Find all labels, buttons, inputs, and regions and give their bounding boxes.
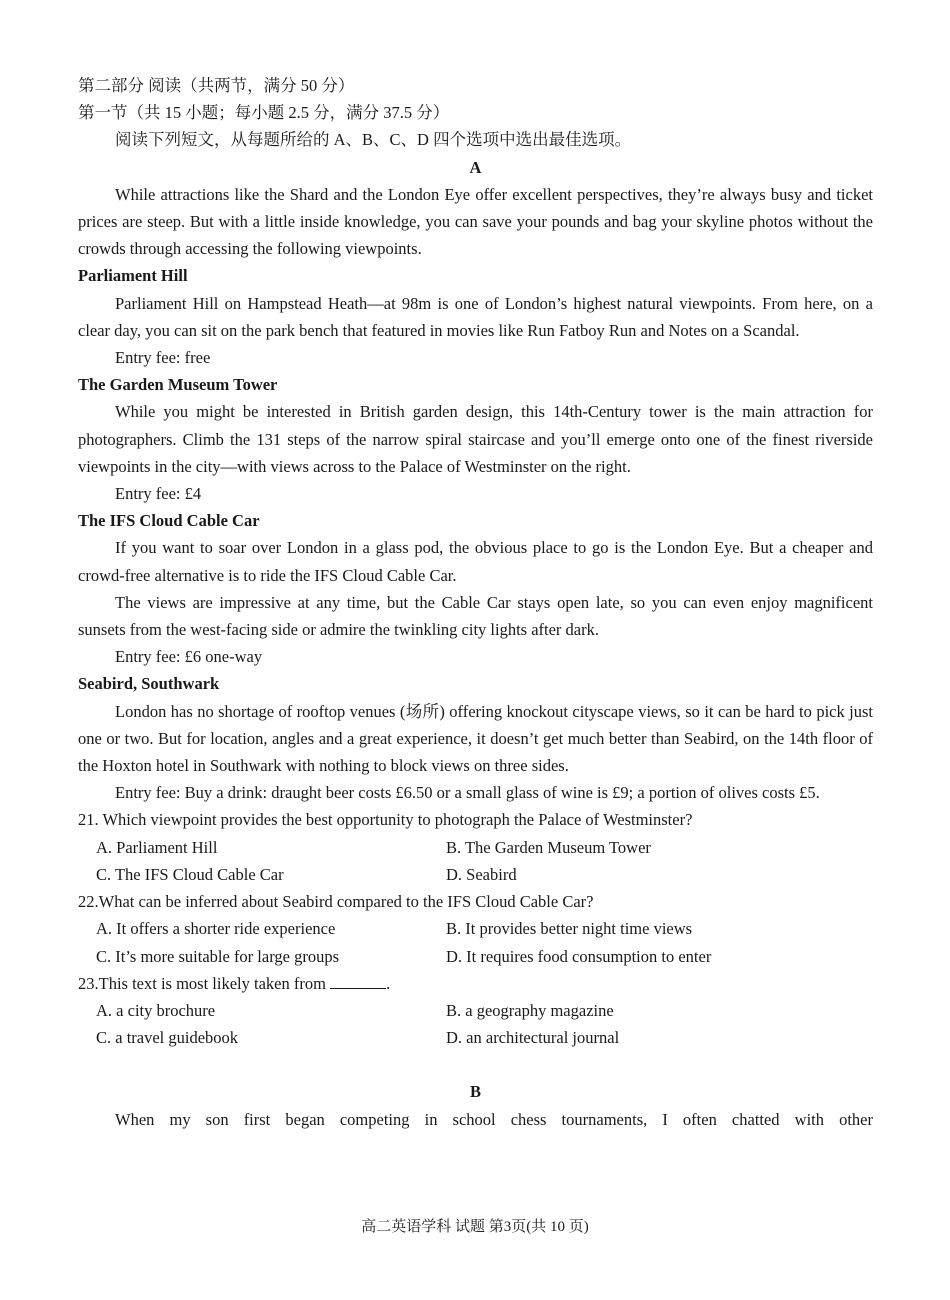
section-paragraph: London has no shortage of rooftop venues (场所) offering knockout cityscape views, so it can be hard to pick just one or two. But for location, angles and a great experience, it doesn’t get much better than Seabird, on the 14th floor of the Hoxton hotel in Southwark with nothing to block views on three sides.	[78, 701, 873, 776]
option-c[interactable]: C. The IFS Cloud Cable Car	[96, 864, 284, 884]
entry-fee: Entry fee: free	[115, 348, 211, 368]
section-title-garden-museum-tower: The Garden Museum Tower	[78, 375, 278, 395]
section-paragraph: If you want to soar over London in a glass pod, the obvious place to go is the London Eye. But a cheaper and crowd-free alternative is to ride the IFS Cloud Cable Car.	[78, 538, 873, 585]
option-b[interactable]: B. a geography magazine	[446, 1000, 614, 1020]
section-title-parliament-hill: Parliament Hill	[78, 266, 188, 286]
section-title-seabird: Seabird, Southwark	[78, 674, 220, 694]
question-21	[78, 806, 873, 888]
section-paragraph: Parliament Hill on Hampstead Heath—at 98m is one of London’s highest natural viewpoints. From here, on a clear day, you can sit on the park bench that featured in movies like Run Fatboy Run and Notes on a Scandal.	[78, 293, 873, 340]
question-stem	[78, 970, 873, 997]
option-b[interactable]: B. It provides better night time views	[446, 919, 693, 939]
options	[78, 915, 873, 969]
options	[78, 834, 873, 888]
question-22	[78, 888, 873, 970]
stem-end: .	[386, 973, 391, 993]
section-paragraph: While you might be interested in British garden design, this 14th-Century tower is the main attraction for photographers. Climb the 131 steps of the narrow spiral staircase and you’ll emerge onto one of the finest riverside viewpoints in the city—with views across to the Palace of Westminster on the right.	[78, 402, 873, 476]
section-title-ifs-cable-car: The IFS Cloud Cable Car	[78, 511, 260, 531]
section-paragraph: The views are impressive at any time, but the Cable Car stays open late, so you can even enjoy magnificent sunsets from the west-facing side or admire the twinkling city lights after dark.	[78, 592, 873, 640]
instruction: 阅读下列短文，从每题所给的 A、B、C、D 四个选项中选出最佳选项。	[115, 130, 632, 150]
passage-b-label: B	[469, 1082, 481, 1102]
entry-fee: Entry fee: £6 one-way	[115, 647, 263, 667]
option-d[interactable]: D. Seabird	[446, 864, 517, 884]
option-c[interactable]: C. a travel guidebook	[96, 1028, 239, 1048]
passage-a-intro: While attractions like the Shard and the London Eye offer excellent perspectives, they’re always busy and ticket prices are steep. But with a little inside knowledge, you can save your pounds and bag your skyline photos without the crowds through accessing the following viewpoints.	[78, 184, 873, 259]
question-stem: 22.What can be inferred about Seabird compared to the IFS Cloud Cable Car?	[78, 892, 594, 912]
question-stem: 21. Which viewpoint provides the best opportunity to photograph the Palace of Westminster?	[78, 810, 693, 830]
option-a[interactable]: A. It offers a shorter ride experience	[96, 919, 336, 939]
passage-a-label: A	[469, 157, 482, 177]
section-heading: 第一节（共 15 小题；每小题 2.5 分，满分 37.5 分）	[78, 103, 450, 123]
option-a[interactable]: A. Parliament Hill	[96, 837, 218, 857]
page-footer: 高二英语学科 试题 第3页(共 10 页)	[361, 1219, 589, 1235]
spacer	[78, 1051, 873, 1078]
entry-fee: Entry fee: Buy a drink: draught beer costs £6.50 or a small glass of wine is £9; a portion of olives costs £5.	[115, 783, 820, 803]
answer-blank	[330, 974, 386, 989]
option-d[interactable]: D. It requires food consumption to enter	[446, 946, 712, 966]
exam-page	[78, 72, 873, 1133]
question-23	[78, 970, 873, 1052]
passage-b-first-line: When my son first began competing in school chess tournaments, I often chatted with other	[115, 1109, 873, 1129]
part-heading: 第二部分 阅读（共两节，满分 50 分）	[78, 76, 355, 95]
option-a[interactable]: A. a city brochure	[96, 1000, 216, 1020]
option-b[interactable]: B. The Garden Museum Tower	[446, 837, 651, 857]
entry-fee: Entry fee: £4	[115, 484, 202, 504]
option-d[interactable]: D. an architectural journal	[446, 1028, 620, 1048]
stem-text: 23.This text is most likely taken from	[78, 973, 331, 993]
option-c[interactable]: C. It’s more suitable for large groups	[96, 946, 340, 966]
options	[78, 997, 873, 1051]
